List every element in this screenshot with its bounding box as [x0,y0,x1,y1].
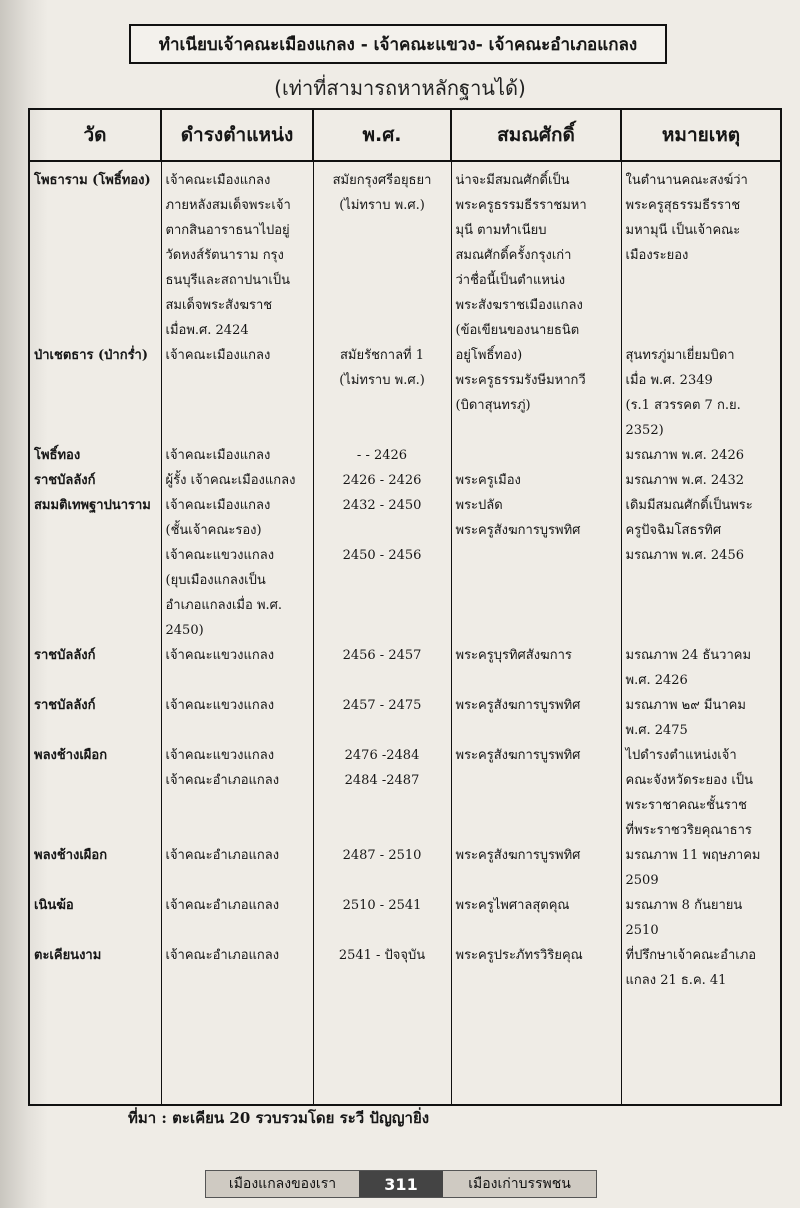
cell-line: สุนทรภู่มาเยี่ยมบิดา [625,348,735,363]
cell-line: เดิมมีสมณศักดิ์เป็นพระ [625,498,753,513]
cell-line: แกลง 21 ธ.ค. 41 [625,973,727,988]
cell-line: พระครูเมือง [455,473,521,488]
cell-line: 2450 - 2456 [342,548,422,563]
table-row [29,343,781,443]
cell-title [451,893,621,943]
cell-line: มรณภาพ พ.ศ. 2432 [625,473,744,488]
cell-line: 2352) [625,423,664,438]
table-row [29,943,781,993]
cell-note [621,443,781,468]
cell-title [451,943,621,993]
cell-note [621,893,781,943]
cell-title [451,843,621,893]
table-row [29,493,781,643]
cell-line: ว่าชื่อนี้เป็นตำแหน่ง [455,273,566,288]
cell-line [318,518,447,543]
cell-position [161,843,313,893]
cell-title [451,468,621,493]
cell-line: 2450) [165,623,204,638]
cell-position [161,693,313,743]
cell-line: ครูปัจฉิมโสธรทิศ [625,523,722,538]
cell-temple [29,468,161,493]
cell-line: ราชบัลลังก์ [34,648,96,663]
header-note: หมายเหตุ [621,109,781,161]
cell-note [621,493,781,643]
cell-line: ป่าเชตธาร (ป่ากร่ำ) [34,348,149,363]
cell-line: พระสังฆราชเมืองแกลง [455,298,583,313]
cell-temple [29,843,161,893]
page-subtitle: (เท่าที่สามารถหาหลักฐานได้) [274,76,526,100]
cell-line: มรณภาพ ๒๙ มีนาคม [625,698,746,713]
cell-title [451,493,621,643]
cell-line: (ไม่ทราบ พ.ศ.) [339,373,425,388]
cell-line: พระครูสังฆการบูรพทิศ [455,698,581,713]
filler-cell [29,993,161,1105]
cell-line: พระครูสุธรรมธีรราช [625,198,741,213]
cell-line: (ร.1 สวรรคต 7 ก.ย. [625,398,741,413]
cell-line: พ.ศ. 2475 [625,723,688,738]
cell-line: (ไม่ทราบ พ.ศ.) [339,198,425,213]
cell-line: ผู้รั้ง เจ้าคณะเมืองแกลง [165,473,296,488]
cell-line: เจ้าคณะแขวงแกลง [165,748,275,763]
cell-note [621,693,781,743]
cell-line: (ยุบเมืองแกลงเป็น [165,573,266,588]
cell-title [451,343,621,443]
table-row [29,643,781,693]
cell-line: ที่ปรึกษาเจ้าคณะอำเภอ [625,948,757,963]
cell-note [621,161,781,343]
header-temple: วัด [29,109,161,161]
cell-line: มหามุนี เป็นเจ้าคณะ [625,223,741,238]
cell-line: พลงช้างเผือก [34,748,108,763]
cell-note [621,743,781,843]
cell-line: ราชบัลลังก์ [34,698,96,713]
cell-period [313,893,451,943]
cell-line: พระครูธรรมรังษีมหากวี [455,373,586,388]
cell-line: พระครูสังฆการบูรพทิศ [455,748,581,763]
source-citation: ที่มา : ตะเคียน 20 รวบรวมโดย ระวี ปัญญายิ่ง [128,1109,430,1127]
cell-line: เจ้าคณะเมืองแกลง [165,498,271,513]
cell-line: อยู่โพธิ์ทอง) [455,348,523,363]
table-row [29,893,781,943]
cell-line: ธนบุรีและสถาปนาเป็น [165,273,291,288]
cell-position [161,161,313,343]
cell-line: พระครูสังฆการบูรพทิศ [455,848,581,863]
cell-line: มรณภาพ พ.ศ. 2426 [625,448,744,463]
cell-line: มรณภาพ 11 พฤษภาคม [625,848,761,863]
cell-line: 2432 - 2450 [342,498,422,513]
cell-title [451,161,621,343]
cell-line: 2426 - 2426 [342,473,422,488]
page-number: 311 [359,1171,443,1197]
table-row [29,843,781,893]
cell-line: ราชบัลลังก์ [34,473,96,488]
cell-line: ที่พระราชวริยคุณาธาร [625,823,752,838]
cell-note [621,943,781,993]
cell-line: ตากสินอาราธนาไปอยู่ [165,223,290,238]
cell-line: มรณภาพ พ.ศ. 2456 [625,548,744,563]
cell-line: 2541 - ปัจจุบัน [338,948,426,963]
cell-period [313,493,451,643]
cell-line: ไปดำรงตำแหน่งเจ้า [625,748,737,763]
cell-line: 2476 -2484 [344,748,420,763]
table-filler-row [29,993,781,1105]
cell-period [313,468,451,493]
cell-note [621,468,781,493]
filler-cell [161,993,313,1105]
cell-line: 2510 [625,923,659,938]
filler-cell [313,993,451,1105]
cell-line: เจ้าคณะอำเภอแกลง [165,773,280,788]
cell-line: เจ้าคณะเมืองแกลง [165,448,271,463]
cell-period [313,643,451,693]
abbot-table [28,108,782,1106]
cell-line: เมืองระยอง [625,248,689,263]
cell-title [451,693,621,743]
table-row [29,693,781,743]
cell-line: เจ้าคณะเมืองแกลง [165,173,271,188]
cell-position [161,743,313,843]
cell-line: คณะจังหวัดระยอง เป็น [625,773,753,788]
page-title: ทำเนียบเจ้าคณะเมืองแกลง - เจ้าคณะแขวง- เจ้าคณะอำเภอแกลง [129,24,667,64]
cell-temple [29,343,161,443]
header-period: พ.ศ. [313,109,451,161]
cell-period [313,843,451,893]
cell-line: เจ้าคณะแขวงแกลง [165,548,275,563]
table-header-row [29,109,781,161]
header-title: สมณศักดิ์ [451,109,621,161]
cell-line: มรณภาพ 8 กันยายน [625,898,743,913]
cell-line: เมื่อ พ.ศ. 2349 [625,373,713,388]
cell-position [161,493,313,643]
header-position: ดำรงตำแหน่ง [161,109,313,161]
table-row [29,161,781,343]
cell-line: พระครูธรรมธีรราชมหา [455,198,587,213]
cell-period [313,693,451,743]
cell-temple [29,161,161,343]
cell-temple [29,693,161,743]
cell-line: มุนี ตามทำเนียบ [455,223,547,238]
cell-period [313,343,451,443]
cell-line: วัดหงส์รัตนาราม กรุง [165,248,284,263]
cell-line: ภายหลังสมเด็จพระเจ้า [165,198,291,213]
cell-line: โพธิ์ทอง [34,448,81,463]
cell-line: เนินฆ้อ [34,898,74,913]
cell-line: พระครูสังฆการบูรพทิศ [455,523,581,538]
cell-period [313,943,451,993]
cell-note [621,643,781,693]
page-footer [205,1170,597,1198]
cell-period [313,743,451,843]
filler-cell [621,993,781,1105]
cell-line: สมเด็จพระสังฆราช [165,298,273,313]
cell-temple [29,643,161,693]
cell-temple [29,943,161,993]
cell-note [621,843,781,893]
cell-period [313,161,451,343]
cell-line: 2510 - 2541 [342,898,422,913]
cell-line: พระครูประภัทรวิริยคุณ [455,948,583,963]
cell-line: เจ้าคณะแขวงแกลง [165,698,275,713]
cell-line: พระครูบุรทิศสังฆการ [455,648,572,663]
cell-position [161,893,313,943]
cell-title [451,643,621,693]
cell-line: เจ้าคณะอำเภอแกลง [165,948,280,963]
cell-note [621,343,781,443]
cell-line: เมื่อพ.ศ. 2424 [165,323,249,338]
filler-cell [451,993,621,1105]
cell-line: พระราชาคณะชั้นราช [625,798,747,813]
cell-title [451,443,621,468]
cell-line: สมมติเทพฐาปนาราม [34,498,151,513]
cell-temple [29,443,161,468]
cell-line: สมณศักดิ์ครั้งกรุงเก่า [455,248,572,263]
cell-line: 2457 - 2475 [342,698,422,713]
cell-line: 2509 [625,873,659,888]
cell-line: (บิดาสุนทรภู่) [455,398,531,413]
cell-line: เจ้าคณะอำเภอแกลง [165,848,280,863]
cell-line: พลงช้างเผือก [34,848,108,863]
cell-position [161,443,313,468]
table-row [29,743,781,843]
cell-line: มรณภาพ 24 ธันวาคม [625,648,752,663]
cell-position [161,468,313,493]
cell-position [161,943,313,993]
cell-line: ในตำนานคณะสงฆ์ว่า [625,173,748,188]
cell-title [451,743,621,843]
cell-temple [29,493,161,643]
cell-line: โพธาราม (โพธิ์ทอง) [34,173,151,188]
cell-line: พ.ศ. 2426 [625,673,688,688]
cell-line: 2487 - 2510 [342,848,422,863]
cell-line: พระครูไพศาลสุตคุณ [455,898,570,913]
cell-temple [29,743,161,843]
cell-position [161,643,313,693]
cell-line: เจ้าคณะอำเภอแกลง [165,898,280,913]
cell-temple [29,893,161,943]
footer-section-title: เมืองเก่าบรรพชน [443,1171,596,1197]
cell-line: 2456 - 2457 [342,648,422,663]
cell-line: - - 2426 [356,448,408,463]
cell-line: น่าจะมีสมณศักดิ์เป็น [455,173,570,188]
cell-line: (ข้อเขียนของนายธนิต [455,323,580,338]
table-body [29,161,781,1105]
cell-line: เจ้าคณะแขวงแกลง [165,648,275,663]
cell-line: สมัยกรุงศรีอยุธยา [332,173,432,188]
cell-line: ตะเคียนงาม [34,948,102,963]
cell-line: 2484 -2487 [344,773,420,788]
table-row [29,468,781,493]
cell-line: (ชั้นเจ้าคณะรอง) [165,523,262,538]
cell-line: พระปลัด [455,498,503,513]
footer-book-title: เมืองแกลงของเรา [206,1171,359,1197]
table-row [29,443,781,468]
cell-line: เจ้าคณะเมืองแกลง [165,348,271,363]
cell-line: อำเภอแกลงเมื่อ พ.ศ. [165,598,283,613]
cell-period [313,443,451,468]
cell-position [161,343,313,443]
cell-line: สมัยรัชกาลที่ 1 [339,348,425,363]
